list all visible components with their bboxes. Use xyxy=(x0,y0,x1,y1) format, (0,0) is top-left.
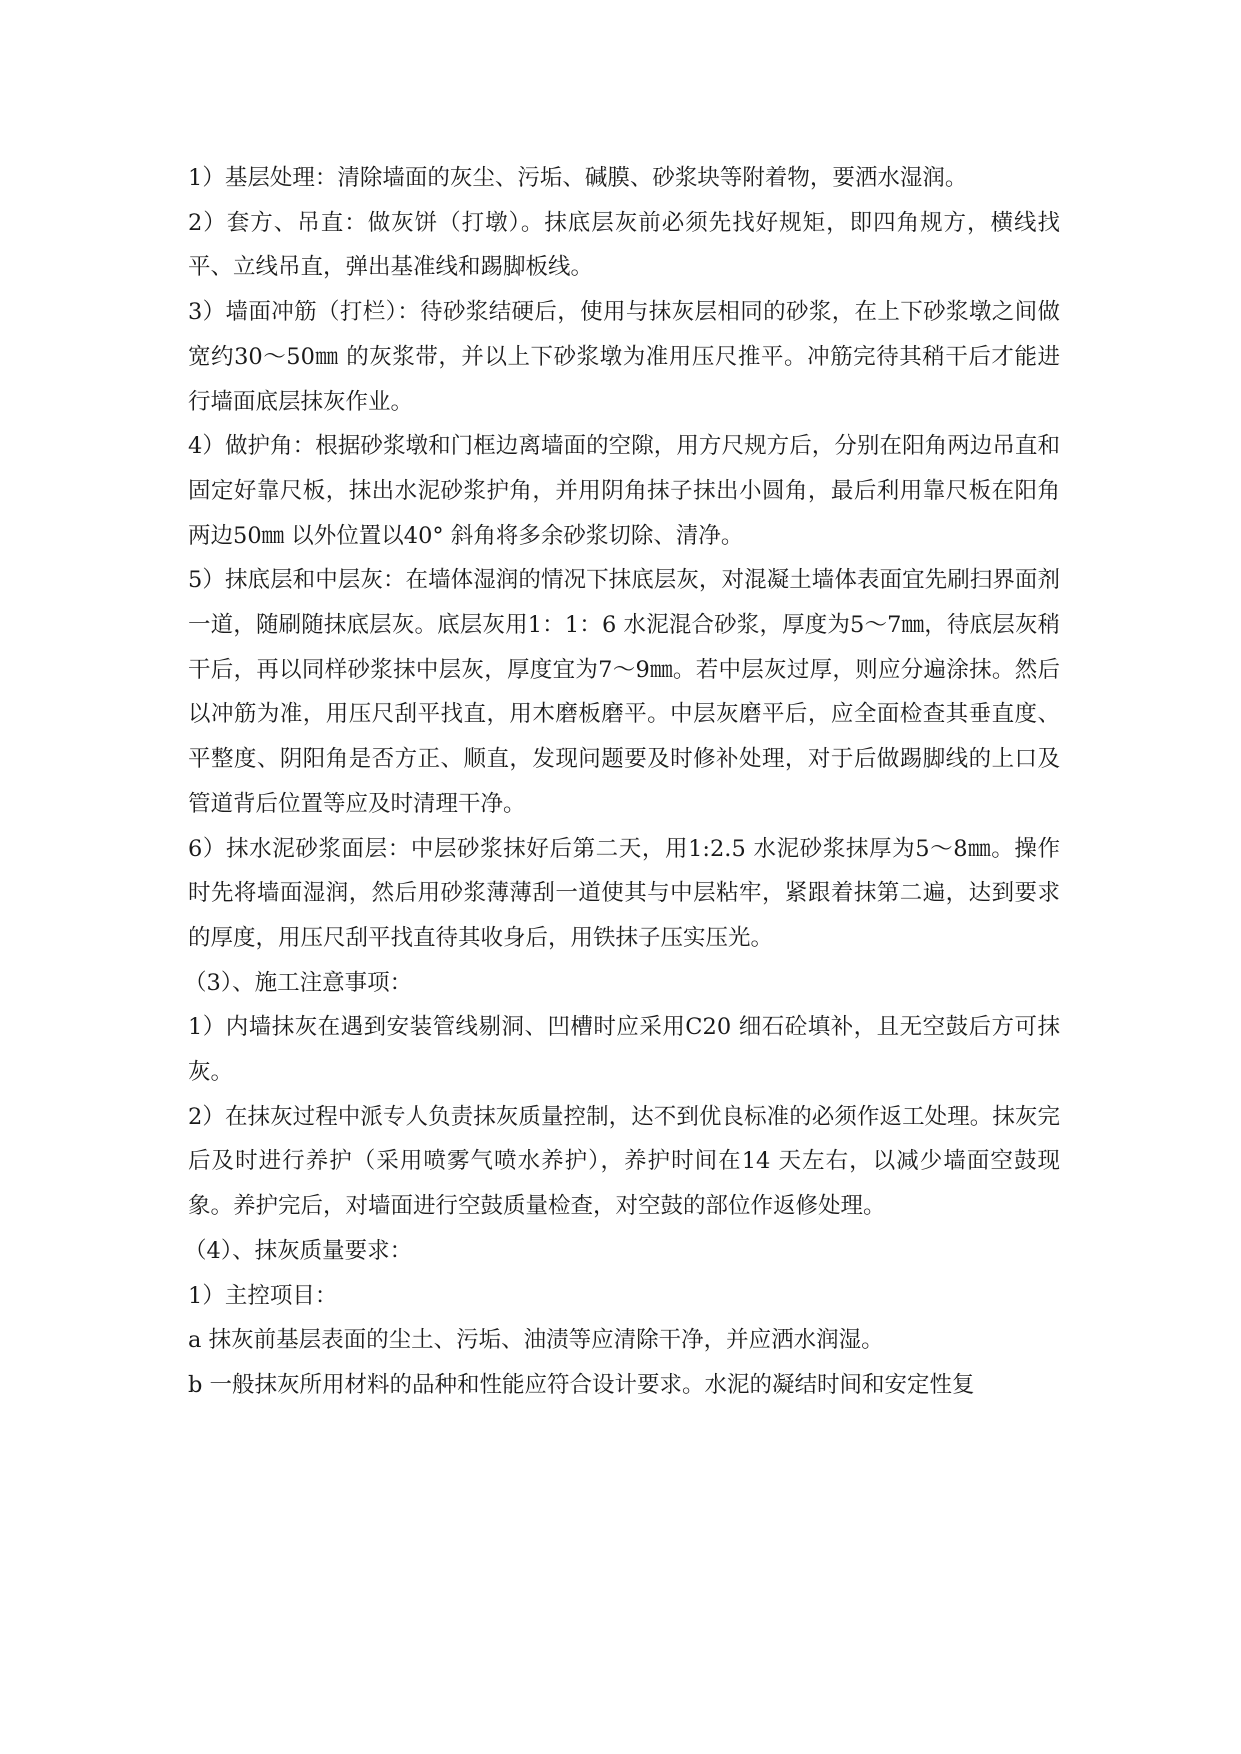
paragraph-squaring-plumbing: 2）套方、吊直：做灰饼（打墩）。抹底层灰前必须先找好规矩，即四角规方，横线找平、立线吊直，弹出基准线和踢脚板线。 xyxy=(188,209,1060,281)
paragraph-precaution-1: 1）内墙抹灰在遇到安装管线剔洞、凹槽时应采用C20 细石砼填补，且无空鼓后方可抹灰。 xyxy=(188,1014,1060,1086)
section-heading-precautions: （3）、施工注意事项： xyxy=(184,969,413,996)
document-body xyxy=(184,156,1060,1408)
paragraph-item-a: a 抹灰前基层表面的尘土、污垢、油渍等应清除干净，并应洒水润湿。 xyxy=(188,1327,884,1354)
paragraph-item-b: b 一般抹灰所用材料的品种和性能应符合设计要求。水泥的凝结时间和安定性复 xyxy=(188,1371,975,1398)
paragraph-finish-coat: 6）抹水泥砂浆面层：中层砂浆抹好后第二天，用1:2.5 水泥砂浆抹厚为5～8㎜。操作时先将墙面湿润，然后用砂浆薄薄刮一道使其与中层粘牢，紧跟着抹第二遍，达到要求的厚度，用压尺刮平找直待其收身后，用铁抹子压实压光。 xyxy=(188,835,1060,951)
paragraph-base-treatment: 1）基层处理：清除墙面的灰尘、污垢、碱膜、砂浆块等附着物，要洒水湿润。 xyxy=(188,165,968,191)
paragraph-precaution-2: 2）在抹灰过程中派专人负责抹灰质量控制，达不到优良标准的必须作返工处理。抹灰完后及时进行养护（采用喷雾气喷水养护），养护时间在14 天左右，以减少墙面空鼓现象。养护完后，对墙面进行空鼓质量检查，对空鼓的部位作返修处理。 xyxy=(188,1103,1060,1220)
paragraph-screeding: 3）墙面冲筋（打栏）：待砂浆结硬后，使用与抹灰层相同的砂浆，在上下砂浆墩之间做宽约30～50㎜ 的灰浆带，并以上下砂浆墩为准用压尺推平。冲筋完待其稍干后才能进行墙面底层抹灰作业。 xyxy=(188,299,1060,415)
paragraph-main-control-items: 1）主控项目： xyxy=(188,1282,338,1309)
paragraph-base-middle-coat: 5）抹底层和中层灰：在墙体湿润的情况下抹底层灰，对混凝土墙体表面宜先刷扫界面剂一道，随刷随抹底层灰。底层灰用1：1：6 水泥混合砂浆，厚度为5～7㎜，待底层灰稍干后，再以同样砂浆抹中层灰，厚度宜为7～9㎜。若中层灰过厚，则应分遍涂抹。然后以冲筋为准，用压尺刮平找直，用木磨板磨平。中层灰磨平后，应全面检查其垂直度、平整度、阴阳角是否方正、顺直，发现问题要及时修补处理，对于后做踢脚线的上口及管道背后位置等应及时清理干净。 xyxy=(188,567,1060,817)
paragraph-corner-protection: 4）做护角：根据砂浆墩和门框边离墙面的空隙，用方尺规方后，分别在阳角两边吊直和固定好靠尺板，抹出水泥砂浆护角，并用阴角抹子抹出小圆角，最后利用靠尺板在阳角两边50㎜ 以外位置以40° 斜角将多余砂浆切除、清净。 xyxy=(188,433,1060,549)
section-heading-quality: （4）、抹灰质量要求： xyxy=(184,1237,413,1264)
